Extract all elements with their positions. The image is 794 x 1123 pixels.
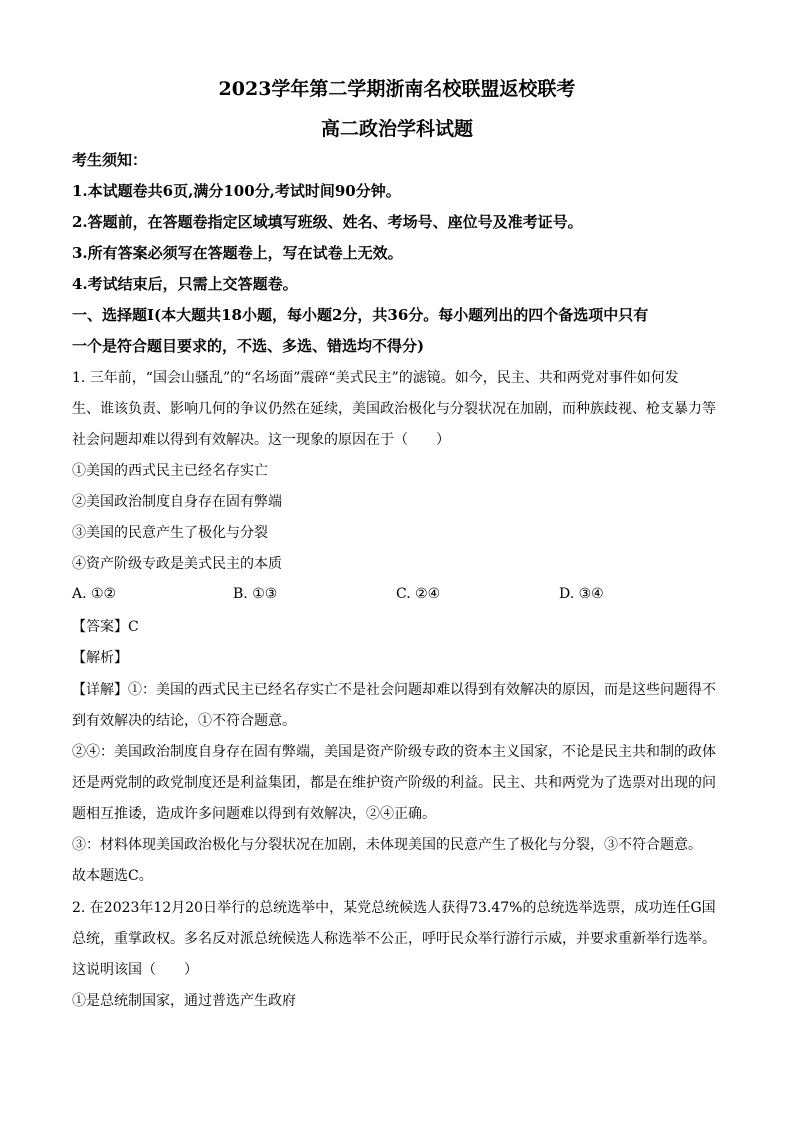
option-a: A. ①② xyxy=(72,586,117,602)
notice-item: 1.本试题卷共6页,满分100分,考试时间90分钟。 xyxy=(72,182,401,200)
exam-subtitle: 高二政治学科试题 xyxy=(320,118,473,140)
question-2-stem: 这说明该国（ ） xyxy=(72,962,198,978)
notice-item: 4.考试结束后，只需上交答题卷。 xyxy=(72,275,298,293)
section-heading-line: 一个是符合题目要求的，不选、多选、错选均不得分) xyxy=(72,337,425,355)
question-1-statement: ③美国的民意产生了极化与分裂 xyxy=(72,525,268,541)
detail-text: ①：美国的西式民主已经名存实亡不是社会问题却难以得到有效解决的原因，而是这些问题得不 xyxy=(128,682,716,698)
question-2-stem: 2. 在2023年12月20日举行的总统选举中，某党总统候选人获得73.47%的总统选举选票，成功连任G国 xyxy=(72,900,716,916)
option-b: B. ①③ xyxy=(233,586,278,602)
answer-line xyxy=(72,617,722,637)
question-1-statement: ④资产阶级专政是美式民主的本质 xyxy=(72,556,282,572)
detail-line: 到有效解决的结论，①不符合题意。 xyxy=(72,713,296,729)
detail-line: ②④：美国政治制度自身存在固有弊端，美国是资产阶级专政的资本主义国家，不论是民主共和制的政体 xyxy=(72,744,716,760)
question-1-stem: 生、谁该负责、影响几何的争议仍然在延续，美国政治极化与分裂状况在加剧，而种族歧视、枪支暴力等 xyxy=(72,401,716,417)
question-1-stem: 社会问题却难以得到有效解决。这一现象的原因在于（ ） xyxy=(72,432,450,448)
question-2-stem: 总统，重掌政权。多名反对派总统候选人称选举不公正，呼吁民众举行游行示威，并要求重新举行选举。 xyxy=(72,931,716,947)
exam-title: 2023学年第二学期浙南名校联盟返校联考 xyxy=(218,78,576,100)
question-2-statement: ①是总统制国家，通过普选产生政府 xyxy=(72,993,296,1009)
detail-tag: 【详解】 xyxy=(72,682,128,698)
notice-item: 3.所有答案必须写在答题卷上，写在试卷上无效。 xyxy=(72,244,403,262)
detail-line: 题相互推诿，造成许多问题难以得到有效解决，②④正确。 xyxy=(72,806,436,822)
notice-item: 2.答题前，在答题卷指定区域填写班级、姓名、考场号、座位号及准考证号。 xyxy=(72,213,583,231)
notice-heading: 考生须知： xyxy=(72,151,148,169)
question-1-statement: ①美国的西式民主已经名存实亡 xyxy=(72,463,268,479)
question-1-statement: ②美国政治制度自身存在固有弊端 xyxy=(72,494,282,510)
section-heading-line: 一、选择题Ⅰ(本大题共18小题，每小题2分，共36分。每小题列出的四个备选项中只有 xyxy=(72,306,649,324)
question-1-stem: 1. 三年前，“国会山骚乱”的“名场面”震碎“美式民主”的滤镜。如今，民主、共和两党对事件如何发 xyxy=(72,370,679,386)
detail-line: 还是两党制的政党制度还是利益集团，都是在维护资产阶级的利益。民主、共和两党为了选票对出现的问 xyxy=(72,775,716,791)
detail-line: 故本题选C。 xyxy=(72,868,153,884)
answer-value: C xyxy=(128,619,139,635)
analysis-tag: 【解析】 xyxy=(72,650,128,666)
option-c: C. ②④ xyxy=(396,586,441,602)
answer-tag: 【答案】 xyxy=(72,619,128,635)
detail-line: ③：材料体现美国政治极化与分裂状况在加剧，未体现美国的民意产生了极化与分裂，③不符合题意。 xyxy=(72,837,702,853)
option-d: D. ③④ xyxy=(559,586,604,602)
detail-line xyxy=(72,680,722,700)
